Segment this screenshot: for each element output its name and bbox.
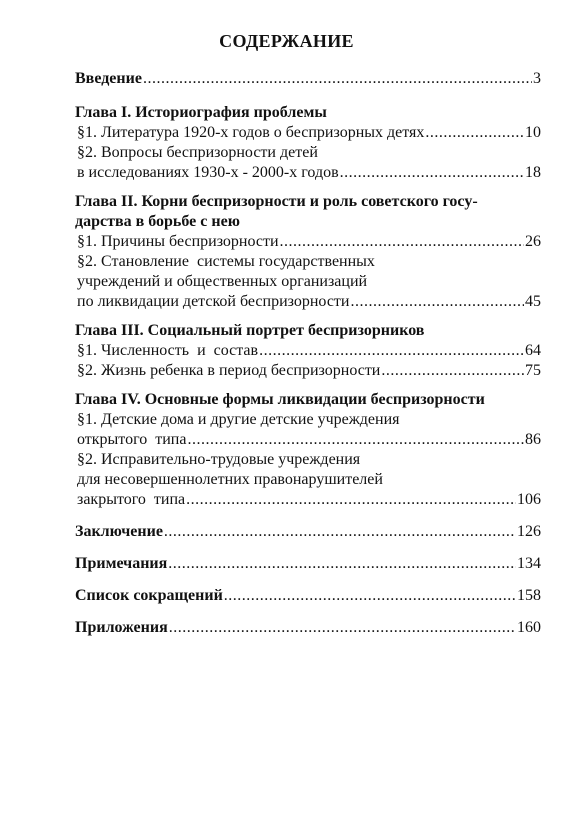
toc-page-number: 10 <box>525 124 541 141</box>
toc-entry-label: учреждений и общественных организаций <box>77 273 368 290</box>
toc-page-number: 45 <box>525 293 541 310</box>
toc-entry-ch3-s1[interactable] <box>75 341 541 361</box>
toc-entry-ch3-s2[interactable] <box>75 361 541 381</box>
dot-leader <box>259 341 524 361</box>
toc-entry-abbreviations[interactable] <box>75 586 541 606</box>
toc-entry-label: по ликвидации детской беспризорности <box>77 293 350 310</box>
toc-page-number: 160 <box>517 619 541 636</box>
toc-entry-label: §2. Исправительно-трудовые учреждения <box>77 451 361 468</box>
toc-entry-ch1-s1[interactable] <box>75 123 541 143</box>
toc-entry-label: закрытого типа <box>77 491 186 508</box>
dot-leader <box>224 586 516 606</box>
dot-leader <box>381 361 524 381</box>
dot-leader <box>169 618 516 638</box>
toc-entry-label: §1. Причины беспризорности <box>77 233 279 250</box>
toc-entry-label: §2. Становление системы государственных <box>77 253 375 270</box>
toc-entry-notes[interactable] <box>75 554 541 574</box>
chapter-1-heading[interactable] <box>75 103 541 123</box>
dot-leader <box>186 490 516 510</box>
toc-entry-ch4-s1[interactable] <box>75 430 541 450</box>
toc-entry-ch4-s1-line1[interactable] <box>75 410 541 430</box>
toc-page-number: 126 <box>517 523 541 540</box>
toc-entry-label: §1. Литература 1920-х годов о беспризорных детях <box>77 124 425 141</box>
toc-page-number: 3 <box>533 70 541 87</box>
toc-entry-ch2-s2-line2[interactable] <box>75 272 541 292</box>
chapter-title: Глава IV. Основные формы ликвидации беспризорности <box>75 391 485 408</box>
toc-entry-label: §2. Вопросы беспризорности детей <box>77 144 318 161</box>
toc-entry-ch4-s2-line2[interactable] <box>75 470 541 490</box>
chapter-title: Глава I. Историография проблемы <box>75 104 327 121</box>
toc-entry-label: открытого типа <box>77 431 187 448</box>
toc-page-number: 86 <box>525 431 541 448</box>
toc-page-number: 18 <box>525 164 541 181</box>
dot-leader <box>164 522 516 542</box>
toc-entry-introduction[interactable] <box>75 69 541 89</box>
toc-entry-ch1-s2[interactable] <box>75 163 541 183</box>
toc-entry-ch2-s2-line1[interactable] <box>75 252 541 272</box>
chapter-4-heading[interactable] <box>75 390 541 410</box>
toc-entry-label: §1. Численность и состав <box>77 342 259 359</box>
toc-entry-label: §2. Жизнь ребенка в период беспризорности <box>77 362 381 379</box>
toc-entry-appendices[interactable] <box>75 618 541 638</box>
toc-entry-ch1-s2-line1[interactable] <box>75 143 541 163</box>
toc-entry-label: Введение <box>75 70 142 87</box>
chapter-title: Глава III. Социальный портрет беспризорников <box>75 322 425 339</box>
toc-page-number: 75 <box>525 362 541 379</box>
toc-entry-ch2-s2[interactable] <box>75 292 541 312</box>
toc-entry-ch4-s2-line1[interactable] <box>75 450 541 470</box>
dot-leader <box>187 430 524 450</box>
chapter-title: Глава II. Корни беспризорности и роль советского госу- <box>75 193 478 210</box>
toc-entry-label: в исследованиях 1930-х - 2000-х годов <box>77 164 339 181</box>
toc-entry-label: §1. Детские дома и другие детские учреждения <box>77 411 400 428</box>
toc-page-number: 134 <box>517 555 541 572</box>
dot-leader <box>143 69 532 89</box>
dot-leader <box>280 232 524 252</box>
toc-entry-conclusion[interactable] <box>75 522 541 542</box>
toc-page-number: 64 <box>525 342 541 359</box>
toc-entry-ch4-s2[interactable] <box>75 490 541 510</box>
toc-entry-label: для несовершеннолетних правонарушителей <box>77 471 383 488</box>
toc-entry-label: Заключение <box>75 523 163 540</box>
toc-entry-label: Приложения <box>75 619 168 636</box>
chapter-2-heading[interactable] <box>75 192 541 212</box>
dot-leader <box>350 292 524 312</box>
page-title: СОДЕРЖАНИЕ <box>219 31 354 51</box>
dot-leader <box>168 554 516 574</box>
chapter-3-heading[interactable] <box>75 321 541 341</box>
toc-entry-ch2-s1[interactable] <box>75 232 541 252</box>
toc-entry-label: Примечания <box>75 555 168 572</box>
table-of-contents <box>75 69 541 638</box>
chapter-2-heading-cont[interactable] <box>75 212 541 232</box>
dot-leader <box>425 123 524 143</box>
chapter-title: дарства в борьбе с нею <box>75 213 240 230</box>
dot-leader <box>340 163 524 183</box>
toc-page-number: 158 <box>517 587 541 604</box>
toc-page-number: 106 <box>517 491 541 508</box>
toc-page-number: 26 <box>525 233 541 250</box>
toc-entry-label: Список сокращений <box>75 587 223 604</box>
